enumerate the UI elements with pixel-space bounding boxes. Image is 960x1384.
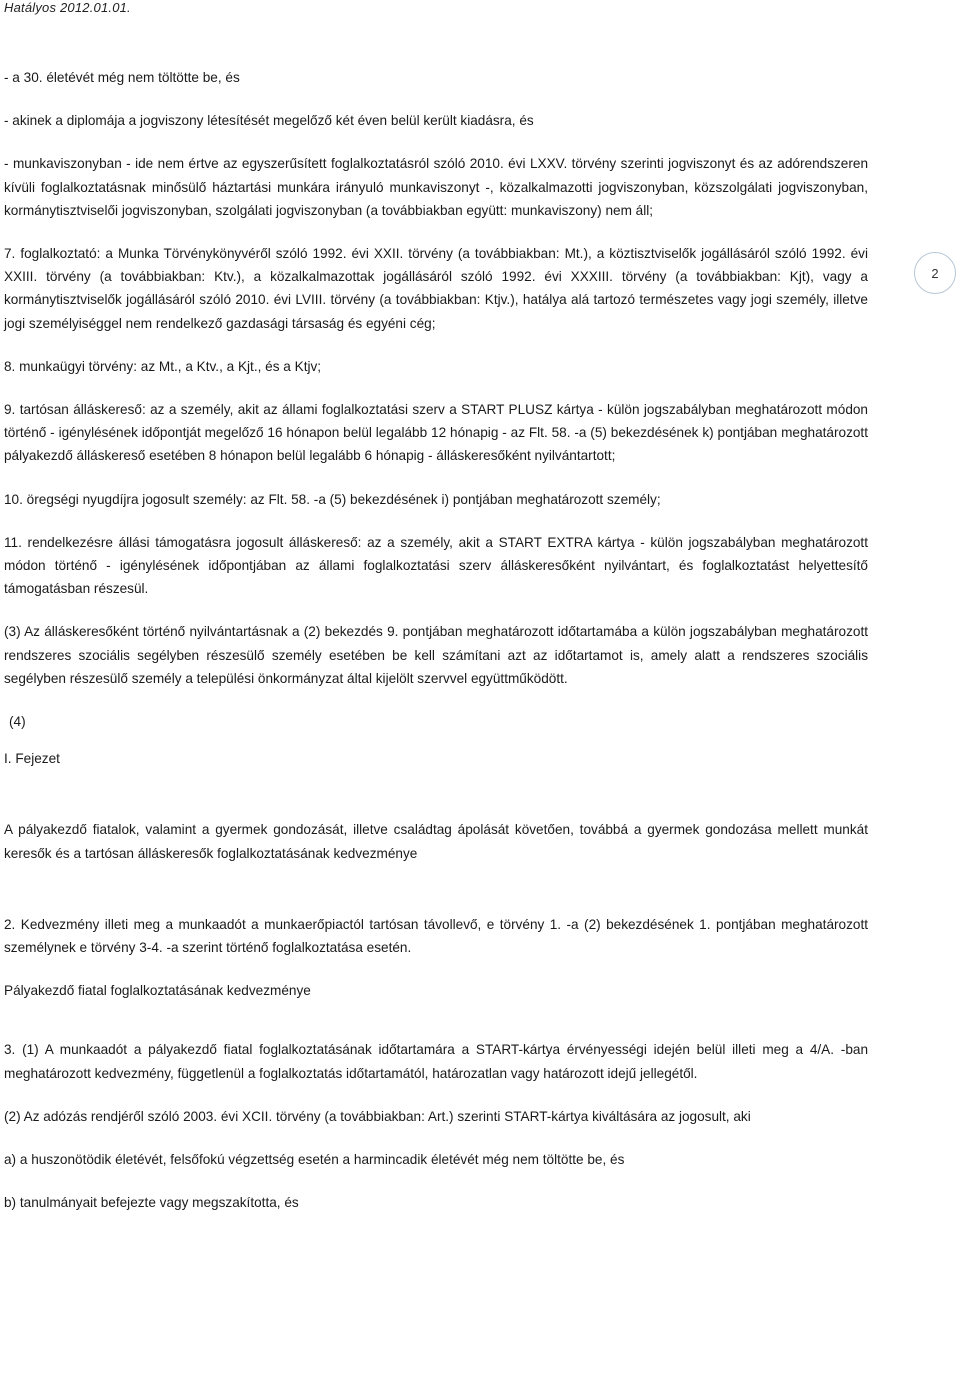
- chapter-title: A pályakezdő fiatalok, valamint a gyermek gondozását, illetve családtag ápolását követően, továbbá a gyermek gondozása mellett munkát keresők és a tartósan álláskeresők foglalkoztatásának kedvezménye: [4, 822, 868, 861]
- paragraph-definition-11: 11. rendelkezésre állási támogatásra jogosult álláskereső: az a személy, akit a START EXTRA kártya - külön jogszabályban meghatározott módon történő - igénylésének időpontjában az állami foglalkoztatási szerv álláskeresőként nyilvántart, és foglalkoztatást helyettesítő támogatásban részesül.: [4, 534, 868, 597]
- paragraph-age-condition: - a 30. életévét még nem töltötte be, és: [4, 70, 240, 85]
- paragraph-condition-b: b) tanulmányait befejezte vagy megszakította, és: [4, 1195, 299, 1211]
- paragraph-section-4: (4): [9, 714, 26, 730]
- paragraph-definition-9: 9. tartósan álláskereső: az a személy, akit az állami foglalkoztatási szerv a START PLUSZ kártya - külön jogszabályban meghatározott módon történő - igénylésének időpontját megelőző 16 hónapon belül legalább 12 hónapig - az Flt. 58. -a (5) bekezdésének k) pontjában meghatározott pályakezdő álláskereső esetében 8 hónapon belül legalább 6 hónapig - álláskeresőként nyilvántartott;: [4, 402, 868, 464]
- paragraph-definition-10: 10. öregségi nyugdíjra jogosult személy: az Flt. 58. -a (5) bekezdésének i) pontjában meghatározott személy;: [4, 491, 661, 507]
- section-title-young-starter: Pályakezdő fiatal foglalkoztatásának kedvezménye: [4, 983, 311, 999]
- paragraph-condition-a: a) a huszonötödik életévét, felsőfokú végzettség esetén a harmincadik életévét még nem töltötte be, és: [4, 1152, 625, 1168]
- paragraph-definition-8: 8. munkaügyi törvény: az Mt., a Ktv., a Kjt., és a Ktjv;: [4, 358, 322, 374]
- paragraph-article-2: 2. Kedvezmény illeti meg a munkaadót a munkaerőpiactól tartósan távollevő, e törvény 1. -a (2) bekezdésének 1. pontjában meghatározott személynek e törvény 3-4. -a szerint történő foglalkoztatása esetén.: [4, 916, 868, 956]
- paragraph-article-3-2: (2) Az adózás rendjéről szóló 2003. évi XCII. törvény (a továbbiakban: Art.) szerinti START-kártya kiváltására az jogosult, aki: [4, 1108, 751, 1124]
- paragraph-diploma-condition: - akinek a diplomája a jogviszony létesítését megelőző két éven belül került kiadásra, és: [4, 113, 534, 129]
- effective-date-header: Hatályos 2012.01.01.: [4, 0, 131, 15]
- paragraph-section-3: (3) Az álláskeresőként történő nyilvántartásnak a (2) bekezdés 9. pontjában meghatározott időtartamába a külön jogszabályban meghatározott rendszeres szociális segélyben részesülő személy esetében be kell számítani azt az időtartamot is, amely alatt a rendszeres szociális segélyben részesülő személy a települési önkormányzat által kijelölt szervvel együttműködött.: [4, 624, 868, 686]
- page-number-badge: 2: [914, 252, 956, 294]
- chapter-heading: I. Fejezet: [4, 751, 60, 767]
- paragraph-employment-condition: - munkaviszonyban - ide nem értve az egyszerűsített foglalkoztatásról szóló 2010. évi LXXV. törvény szerinti jogviszonyt és az adórendszeren kívüli foglalkoztatásnak minősülő háztartási munkára irányuló munkaviszonyt -, közalkalmazotti jogviszonyban, közszolgálati jogviszonyban, kormánytisztviselői jogviszonyban, szolgálati jogviszonyban (a továbbiakban együtt: munkaviszony) nem áll;: [4, 156, 868, 218]
- document-body: [4, 66, 868, 1235]
- paragraph-definition-7: 7. foglalkoztató: a Munka Törvénykönyvéről szóló 1992. évi XXII. törvény (a továbbiakban: Mt.), a köztisztviselők jogállásáról szóló 1992. évi XXIII. törvény (a továbbiakban: Ktv.), a közalkalmazottak jogállásáról szóló 1992. évi XXXIII. törvény (a továbbiakban: Kjt), vagy a kormánytisztviselők jogállásáról szóló 2010. évi LVIII. törvény (a továbbiakban: Ktjv.), hatálya alá tartozó természetes vagy jogi személy, illetve jogi személyiséggel nem rendelkező gazdasági társaság és egyéni cég;: [4, 246, 868, 331]
- paragraph-article-3-1: 3. (1) A munkaadót a pályakezdő fiatal foglalkoztatásának időtartamára a START-kártya érvényességi idején belül illeti meg a 4/A. -ban meghatározott kedvezmény, függetlenül a foglalkoztatás időtartamától, határozatlan vagy határozott idejű jellegétől.: [4, 1042, 868, 1081]
